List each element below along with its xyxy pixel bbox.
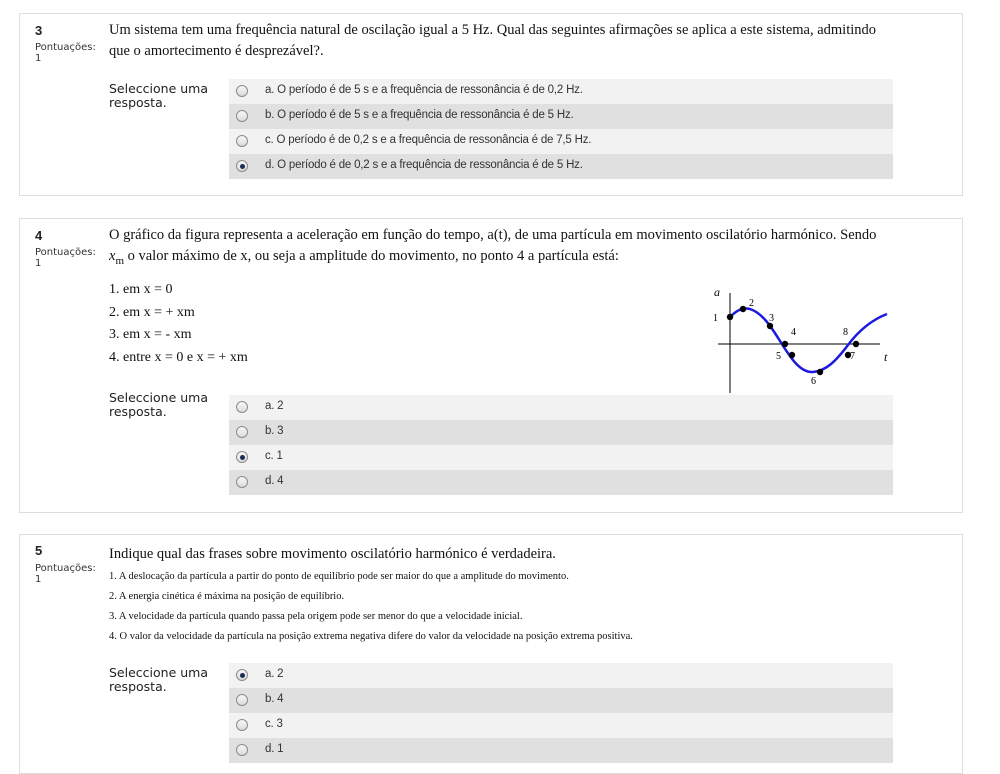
radio-button[interactable] (236, 135, 248, 147)
statement-list (109, 567, 633, 647)
option-label[interactable]: a. 2 (265, 668, 284, 680)
grade-info (35, 42, 96, 64)
answer-prompt: Seleccione uma resposta. (109, 81, 208, 110)
option-label[interactable]: d. O período é de 0,2 s e a frequência de ressonância é de 5 Hz. (265, 159, 583, 171)
question-4 (19, 218, 963, 513)
question-number: 4 (35, 228, 43, 243)
grade-label: Pontuações: (35, 42, 96, 53)
radio-button[interactable] (236, 110, 248, 122)
answer-options (229, 663, 893, 763)
statement-1: 1. A deslocação da partícula a partir do ponto de equilíbrio pode ser maior do que a amplitude do movimento. (109, 571, 569, 582)
grade-value: 1 (35, 574, 42, 585)
y-axis-label: a (714, 285, 720, 299)
point-label-7: 7 (850, 351, 855, 362)
point-label-4: 4 (791, 327, 796, 338)
radio-button[interactable] (236, 476, 248, 488)
option-label[interactable]: c. 1 (265, 450, 283, 462)
point-label-6: 6 (811, 376, 816, 387)
radio-button[interactable] (236, 401, 248, 413)
option-c[interactable] (229, 713, 893, 738)
option-label[interactable]: c. O período é de 0,2 s e a frequência de ressonância é de 7,5 Hz. (265, 134, 592, 146)
answer-prompt: Seleccione uma resposta. (109, 665, 208, 694)
point-label-3: 3 (769, 313, 774, 324)
option-c[interactable] (229, 445, 893, 470)
grade-value: 1 (35, 258, 42, 269)
question-text-line-1: O gráfico da figura representa a aceleração em função do tempo, a(t), de uma partícula em movimento oscilatório harmónico. Sendo (109, 227, 877, 243)
question-text: Indique qual das frases sobre movimento oscilatório harmónico é verdadeira. (109, 546, 556, 562)
radio-button[interactable] (236, 426, 248, 438)
point-label-8: 8 (843, 327, 848, 338)
option-a[interactable] (229, 79, 893, 104)
question-3 (19, 13, 963, 196)
question-text (109, 20, 939, 62)
xm-symbol: $x_m$ (109, 248, 124, 267)
point-2 (740, 306, 746, 312)
grade-info (35, 247, 96, 269)
option-label[interactable]: a. 2 (265, 400, 284, 412)
point-8 (853, 341, 859, 347)
grade-value: 1 (35, 53, 42, 64)
option-label[interactable]: b. O período é de 5 s e a frequência de ressonância é de 5 Hz. (265, 109, 574, 121)
answer-options (229, 79, 893, 179)
radio-button-selected[interactable] (236, 669, 248, 681)
radio-button[interactable] (236, 719, 248, 731)
point-label-2: 2 (749, 298, 754, 309)
option-b[interactable] (229, 104, 893, 129)
option-d[interactable] (229, 154, 893, 179)
question-text-line-1: Um sistema tem uma frequência natural de oscilação igual a 5 Hz. Qual das seguintes afirmações se aplica a este sistema, admitindo (109, 22, 877, 38)
statement-3: 3. em x = - xm (109, 327, 192, 342)
question-text-line-2-body: o valor máximo de x, ou seja a amplitude do movimento, no ponto 4 a partícula está: (127, 248, 619, 264)
statement-4: 4. O valor da velocidade da partícula na posição extrema negativa difere do valor da velocidade na posição extrema positiva. (109, 631, 633, 642)
radio-button[interactable] (236, 694, 248, 706)
point-1 (727, 314, 733, 320)
point-label-1: 1 (713, 313, 718, 324)
point-label-5: 5 (776, 351, 781, 362)
option-c[interactable] (229, 129, 893, 154)
option-d[interactable] (229, 470, 893, 495)
question-text (109, 225, 949, 272)
option-label[interactable]: a. O período é de 5 s e a frequência de ressonância é de 0,2 Hz. (265, 84, 583, 96)
radio-button[interactable] (236, 744, 248, 756)
grade-label: Pontuações: (35, 247, 96, 258)
option-label[interactable]: b. 4 (265, 693, 284, 705)
point-4 (782, 341, 788, 347)
option-a[interactable] (229, 395, 893, 420)
option-label[interactable]: d. 4 (265, 475, 284, 487)
question-text-line-2 (109, 246, 949, 272)
grade-info (35, 563, 96, 585)
option-label[interactable]: b. 3 (265, 425, 284, 437)
grade-label: Pontuações: (35, 563, 96, 574)
option-b[interactable] (229, 688, 893, 713)
answer-options (229, 395, 893, 495)
statement-2: 2. A energia cinética é máxima na posição de equilíbrio. (109, 591, 345, 602)
x-axis-label: t (884, 350, 888, 364)
question-text-line-2: que o amortecimento é desprezável?. (109, 43, 324, 59)
statement-3: 3. A velocidade da partícula quando passa pela origem pode ser menor do que a velocidade inicial. (109, 611, 523, 622)
radio-button-selected[interactable] (236, 160, 248, 172)
option-label[interactable]: c. 3 (265, 718, 283, 730)
point-5 (789, 352, 795, 358)
question-5 (19, 534, 963, 774)
acceleration-graph (710, 281, 910, 401)
point-6 (817, 369, 823, 375)
statement-2: 2. em x = + xm (109, 304, 195, 320)
question-number: 5 (35, 543, 43, 558)
option-d[interactable] (229, 738, 893, 763)
answer-prompt: Seleccione uma resposta. (109, 390, 208, 419)
statement-list (109, 279, 248, 369)
option-label[interactable]: d. 1 (265, 743, 284, 755)
radio-button-selected[interactable] (236, 451, 248, 463)
statement-4: 4. entre x = 0 e x = + xm (109, 349, 248, 365)
option-b[interactable] (229, 420, 893, 445)
statement-1: 1. em x = 0 (109, 282, 173, 297)
radio-button[interactable] (236, 85, 248, 97)
question-number: 3 (35, 23, 43, 38)
acceleration-curve (730, 308, 887, 372)
option-a[interactable] (229, 663, 893, 688)
